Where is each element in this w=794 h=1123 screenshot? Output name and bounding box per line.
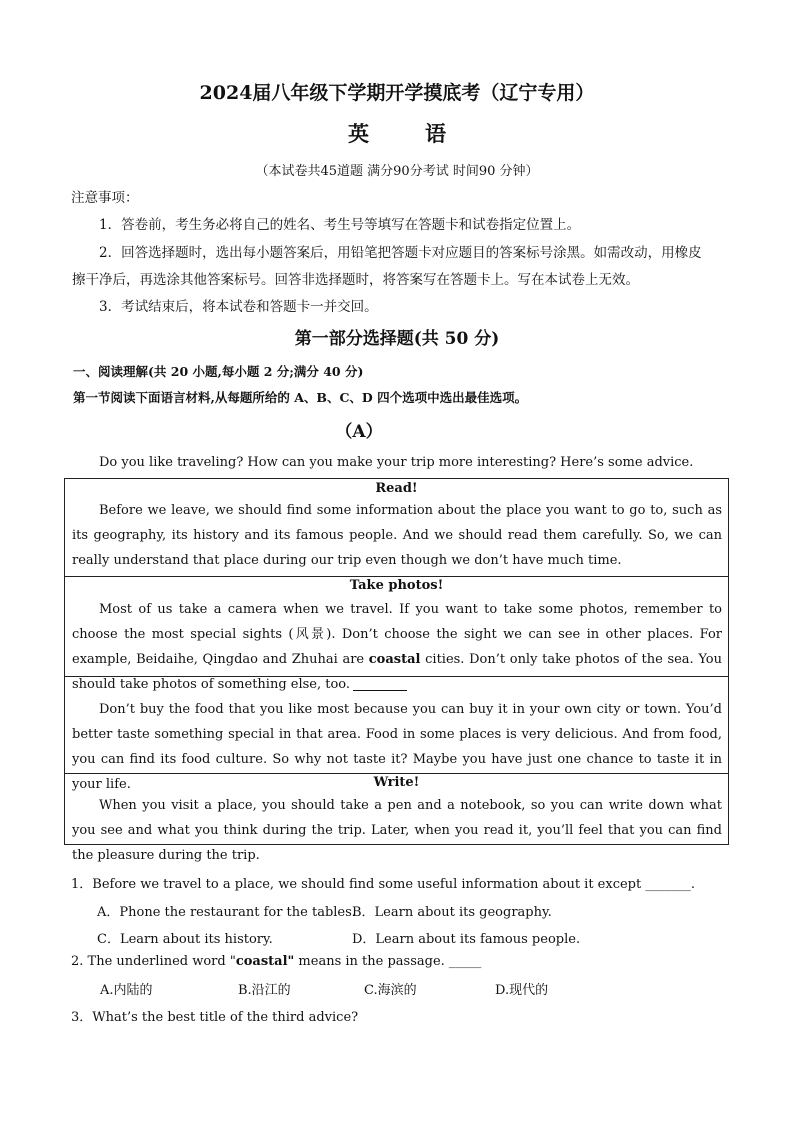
section-instruction: 第一节阅读下面语言材料,从每题所给的 A、B、C、D 四个选项中选出最佳选项。 <box>73 390 528 405</box>
question-3: 3．What’s the best title of the third advice? <box>71 1010 359 1025</box>
exam-info: （本试卷共45道题 满分90分考试 时间90 分钟） <box>255 164 539 179</box>
part-title: 第一部分选择题(共 50 分) <box>294 329 500 349</box>
notice-item-3: 3．考试结束后，将本试卷和答题卡一并交回。 <box>99 299 378 315</box>
advice-heading-write: Write! <box>373 775 420 790</box>
q1-option-c: C．Learn about its history. <box>97 932 273 947</box>
q2-option-c: C.海滨的 <box>364 983 417 998</box>
advice-text-food: Don’t buy the food that you like most because you can buy it in your own city or town. You’d better taste something special in that area. Food in some places is very delicious. And from food, you can find its food culture. So why not taste it? Maybe you have just one chance to taste it in your life. <box>72 702 722 792</box>
advice-text-read: Before we leave, we should find some information about the place you want to go to, such as its geography, its history and its famous people. And we should read them carefully. So, we can really understand that place during our trip even though we don’t have much time. <box>72 503 722 568</box>
notice-item-2b: 擦干净后，再选涂其他答案标号。回答非选择题时，将答案写在答题卡上。写在本试卷上无效。 <box>72 272 639 288</box>
exam-title: 2024届八年级下学期开学摸底考（辽宁专用） <box>199 82 595 104</box>
q1-option-b: B．Learn about its geography. <box>352 905 552 920</box>
notice-item-1: 1．答卷前，考生务必将自己的姓名、考生号等填写在答题卡和试卷指定位置上。 <box>99 217 581 233</box>
passage-label: （A） <box>335 422 383 442</box>
question-1: 1．Before we travel to a place, we should find some useful information about it except _______. <box>71 877 695 892</box>
notice-label: 注意事项： <box>71 190 139 206</box>
advice-heading-read: Read! <box>375 481 418 496</box>
passage-intro: Do you like traveling? How can you make your trip more interesting? Here’s some advice. <box>99 455 694 470</box>
q1-option-a: A．Phone the restaurant for the tables. <box>97 905 356 920</box>
advice-heading-blank <box>353 690 407 691</box>
table-divider <box>64 576 729 577</box>
section-heading: 一、阅读理解(共 20 小题,每小题 2 分;满分 40 分) <box>73 364 364 379</box>
advice-text-write: When you visit a place, you should take a pen and a notebook, so you can write down what you see and what you think during the trip. Later, when you read it, you’ll feel that you can find the pleasure during the trip. <box>72 798 722 863</box>
q2-option-a: A.内陆的 <box>100 983 153 998</box>
subject-char-1: 英 <box>348 121 369 146</box>
advice-text-photos: Most of us take a camera when we travel. If you want to take some photos, remember to choose the most special sights (风景). Don’t choose the sight we can see in other places. For example, Beidaihe, Qingdao and Zhuhai are coastal cities. Don’t only take photos of the sea. You should take photos of something else, too. <box>72 602 722 692</box>
q2-option-d: D.现代的 <box>495 983 549 998</box>
question-2: 2. The underlined word "coastal" means in the passage. _____ <box>71 954 482 969</box>
subject-char-2: 语 <box>425 121 446 146</box>
q2-option-b: B.沿江的 <box>238 983 291 998</box>
coastal-word: coastal <box>368 652 421 667</box>
advice-heading-photos: Take photos! <box>349 578 444 593</box>
notice-item-2a: 2．回答选择题时，选出每小题答案后，用铅笔把答题卡对应题目的答案标号涂黑。如需改动，用橡皮 <box>99 245 702 261</box>
q1-option-d: D．Learn about its famous people. <box>352 932 581 947</box>
